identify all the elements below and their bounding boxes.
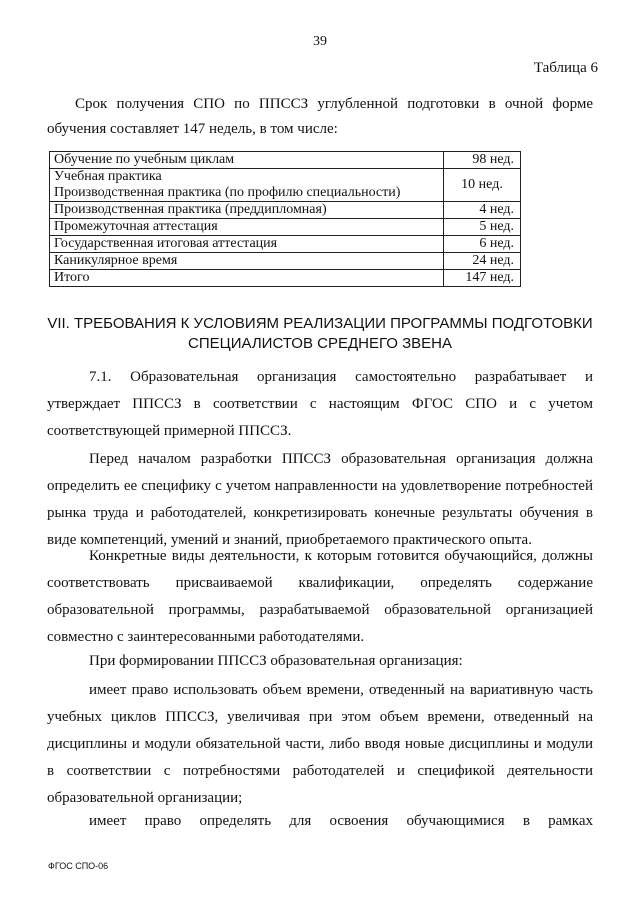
table-row bbox=[50, 253, 521, 270]
row-name: Производственная практика (преддипломная) bbox=[50, 202, 444, 219]
table-label: Таблица 6 bbox=[533, 60, 598, 76]
row-name: Каникулярное время bbox=[50, 253, 444, 270]
row-value: 147 нед. bbox=[444, 270, 521, 287]
row-value: 6 нед. bbox=[444, 236, 521, 253]
paragraph-7-1: 7.1. Образовательная организация самостоятельно разрабатывает и утверждает ППССЗ в соответствии с настоящим ФГОС СПО и с учетом соответствующей примерной ППССЗ. bbox=[47, 369, 593, 439]
section-heading: VII. ТРЕБОВАНИЯ К УСЛОВИЯМ РЕАЛИЗАЦИИ ПРОГРАММЫ ПОДГОТОВКИ СПЕЦИАЛИСТОВ СРЕДНЕГО ЗВЕНА bbox=[47, 315, 593, 352]
row-name: Производственная практика (по профилю специальности) bbox=[50, 185, 444, 202]
row-value: 10 нед. bbox=[444, 169, 521, 202]
table-row bbox=[50, 270, 521, 287]
table-row bbox=[50, 152, 521, 169]
row-value: 98 нед. bbox=[444, 152, 521, 169]
row-name: Обучение по учебным циклам bbox=[50, 152, 444, 169]
row-name: Промежуточная аттестация bbox=[50, 219, 444, 236]
paragraph-variable-part: имеет право использовать объем времени, отведенный на вариативную часть учебных циклов ППССЗ, увеличивая при этом объем времени, отведенный на дисциплины и модули обязательной части, либо вводя новые дисциплины и модули в соответствии с потребностями работодателей и спецификой деятельности образовательной организации; bbox=[47, 682, 593, 806]
table-row bbox=[50, 169, 521, 186]
page-number: 39 bbox=[313, 34, 327, 49]
paragraph-specifics: Перед началом разработки ППССЗ образовательная организация должна определить ее специфику с учетом направленности на удовлетворение потребностей рынка труда и работодателей, конкретизировать конечные результаты обучения в виде компетенций, умений и знаний, приобретаемого практического опыта. bbox=[47, 451, 593, 548]
row-name: Государственная итоговая аттестация bbox=[50, 236, 444, 253]
paragraph-right-to-define: имеет право определять для освоения обучающимися в рамках bbox=[89, 813, 593, 829]
row-value: 4 нед. bbox=[444, 202, 521, 219]
paragraph-activities: Конкретные виды деятельности, к которым готовится обучающийся, должны соответствовать присваиваемой квалификации, определять содержание образовательной программы, разрабатываемой образовательной организацией совместно с заинтересованными работодателями. bbox=[47, 548, 593, 645]
row-value: 5 нед. bbox=[444, 219, 521, 236]
intro-paragraph: Срок получения СПО по ППССЗ углубленной подготовки в очной форме обучения составляет 147 недель, в том числе: bbox=[47, 96, 593, 137]
paragraph-formation: При формировании ППССЗ образовательная организация: bbox=[89, 653, 463, 669]
table-row bbox=[50, 236, 521, 253]
row-name: Учебная практика bbox=[50, 169, 444, 186]
row-value: 24 нед. bbox=[444, 253, 521, 270]
footer-code: ФГОС СПО-06 bbox=[48, 861, 109, 871]
table-row bbox=[50, 202, 521, 219]
table-row bbox=[50, 219, 521, 236]
study-duration-table bbox=[49, 151, 521, 287]
row-name: Итого bbox=[50, 270, 444, 287]
